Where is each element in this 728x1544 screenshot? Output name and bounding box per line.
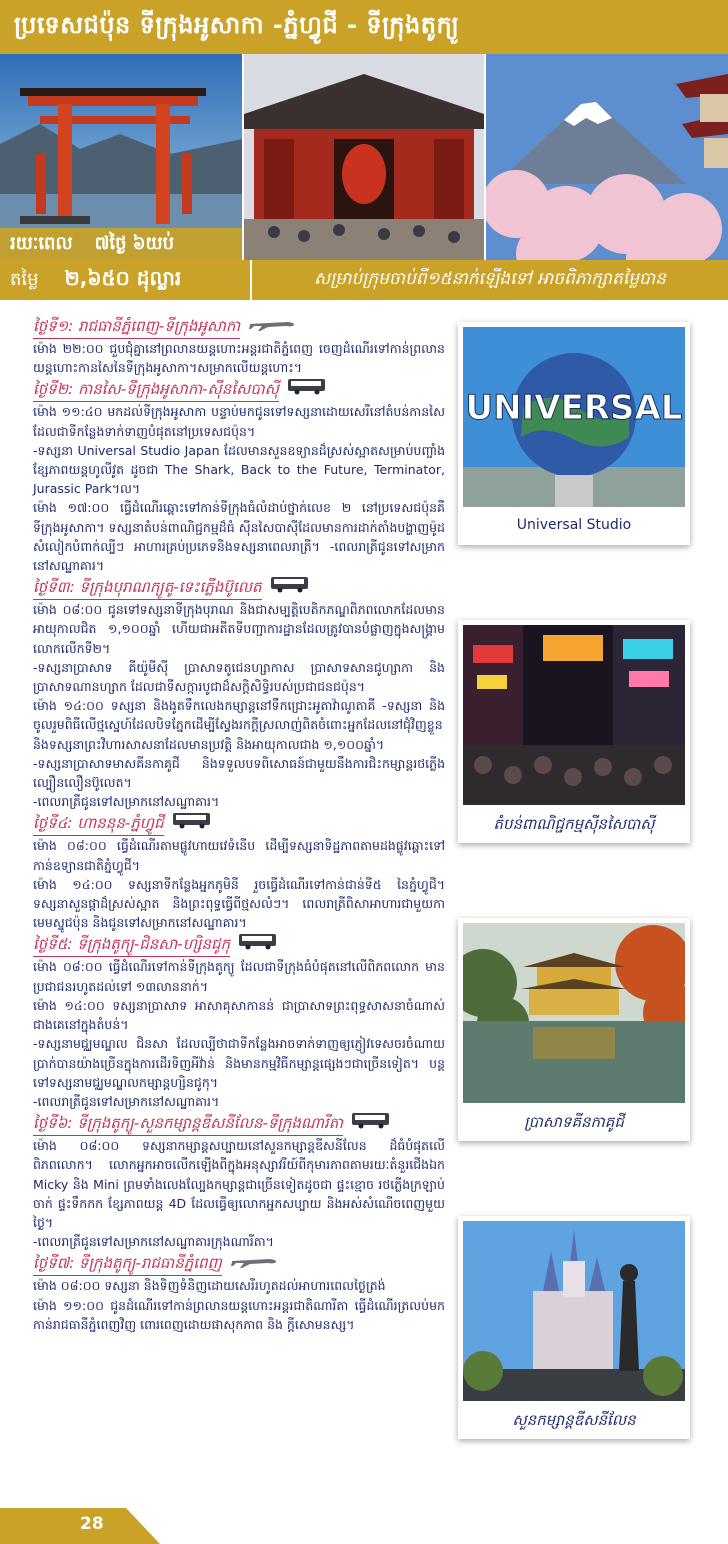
itinerary-line: ម៉ោង ១៤:០០ ទស្សនាទីកន្លែងអ្នកភូមិនី រួចធ្វើដំណើរទៅកាន់ជាន់ទី៥ នៃភ្នំហ្វូជី។ ទស្សនាសួនផ្កាដ៏ស្រស់ស្អាត និងព្រះពុទ្ធធ្វើពីថ្មសលំៗ។ ពេលរាត្រីពិសាអាហារជាមួយកាមេមស្នូជប៉ុន និងជូនទៅសម្រាកនៅសណ្ឋាគារ។ [33,876,445,931]
day-title: ថ្ងៃទី៧: ទីក្រុងតូក្យូ-រាជធានីភ្នំពេញ [33,1251,222,1276]
page-title-bar [0,0,728,54]
itinerary-line: -ទស្សនា Universal Studio Japan ដែលមានសួនឧទ្យានដ៏ស្រស់ស្អាតសម្រាប់បញ្ចាំងខ្សែភាពយន្តហូលីវូត ដូចជា The Shark, Back to the Future, Terminator, Jurassic Park។ល។ [33,442,445,497]
itinerary-line: -ទស្សនាប្រាសាទ គីយ៉ូមីស៊ី ប្រាសាទតូជេនហ្សាកាស ប្រាសាទសានជូហ្សាកា និងប្រាសាទណានហ្សាក ដែលជាទីសក្ការបូជាដ៏សក្តិសិទ្ធិរបស់ប្រជាជនជប៉ុន។ [33,659,445,695]
photo-caption-disneyland: សួនកម្សាន្តឌីសនីលែន [512,1411,636,1429]
day-title: ថ្ងៃទី១: រាជធានីភ្នំពេញ-ទីក្រុងអូសាកា [33,314,240,339]
photo-card-universal-studio [458,322,690,545]
plane-icon [248,315,296,339]
itinerary-line: -ពេលរាត្រីជូនទៅសម្រាកនៅសណ្ឋាគារ។ [33,794,220,810]
itinerary-line: -ទស្សនាប្រាសាទមាសគីនកាគូជី និងទទួលបទពិសោធន៍ជាមួយនឹងការជិះកម្សាន្តរថភ្លើងល្បឿនលឿនប៊ូលេត។ [33,755,445,791]
group-note: សម្រាប់ក្រុមចាប់ពី១៥នាក់ឡើងទៅ អាចពិភាក្សាតម្លៃបាន [314,268,666,289]
photo-card-disneyland [458,1216,690,1439]
itinerary-line: ម៉ោង ០៨:០០ ធ្វើដំណើរទៅកាន់ទីក្រុងតូក្យូ ដែលជាទីក្រុងធំបំផុតនៅលើពិភពលោក មានប្រជាជនរហូតដល់ទៅ ១៣លាននាក់។ [33,959,445,994]
universal-studio-photo [463,327,685,507]
itinerary-line: -ទស្សនាមជ្ឈមណ្ឌល ជិនសា ដែលល្បីថាជាទីកន្លែងអាចទាក់ទាញឲ្យភ្ញៀវទេសចរចំណាយប្រាក់បានយ៉ាងច្រើនក្នុងការដើរទិញអីវ៉ាន់ និងមានកម្មវិធីកម្សាន្តផ្សេងៗជាច្រើនទៀត។ បន្តទៅទស្សនាមជ្ឈមណ្ឌលកម្សាន្តហ្សិនជូកុ។ [33,1036,445,1090]
itinerary-line: ម៉ោង ០៨:០០ ទស្សនា និងទិញទំនិញដោយសេរីរហូតដល់អាហារពេលថ្ងៃត្រង់ [33,1278,386,1294]
day-heading [33,314,445,339]
page-number-tab [0,1508,160,1544]
itinerary-line: ម៉ោង ០៨:០០ ធ្វើដំណើរតាមផ្លូវហាយវេទំនើប ដើម្បីទស្សនាទិដ្ឋភាពតាមដងផ្លូវឆ្ពោះទៅកាន់ឧទ្យានជាតិភ្នំហ្វូជី។ [33,838,445,873]
price-label: តម្លៃ [10,268,39,290]
day-title: ថ្ងៃទី៣: ទីក្រុងបុរាណក្យូតូ-ទេះភ្លើងប៊ូលេត [33,575,262,600]
page-title: ប្រទេសជប៉ុន ទីក្រុងអូសាកា -ភ្នំហ្វូជី - ទីក្រុងតូក្យូ [14,10,460,39]
itinerary-line: ម៉ោង ២២:០០ ជួបជុំគ្នានៅព្រលានយន្តហោះអន្តរជាតិភ្នំពេញ ចេញដំណើរទៅកាន់ព្រលានយន្តហោះកានសៃនៃទីក្រុងអូសាកា។សម្រាកលើយន្តហោះ។ [33,341,445,376]
bus-icon [270,575,310,600]
bus-icon [287,377,327,402]
itinerary-line: ម៉ោង ១១:៤០ មកដល់ទីក្រុងអូសាកា បន្ទាប់មកជូនទៅទស្សនាដោយសេរីនៅតំបន់កានសៃដែលជាទីកន្លែងទាក់ទាញបំផុតនៅប្រទេសជប៉ុន។ [33,404,445,439]
itinerary-line: ម៉ោង ១១:០០ ជូនដំណើរទៅកាន់ព្រលានយន្តហោះអន្តរជាតិណារីតា ធ្វើដំណើរត្រលប់មកកាន់រាជធានីភ្នំពេញវិញ ពោរពេញដោយផាសុកភាព និង ក្ដីសោមនស្ស។ [33,1297,445,1332]
itinerary-line: -ពេលរាត្រីជូនទៅសម្រាកនៅសណ្ឋាគារ។ [33,1093,220,1109]
day-heading [33,575,445,600]
bus-icon [238,932,278,957]
universal-globe-text: UNIVERSAL [465,388,683,428]
day-title: ថ្ងៃទី៥: ទីក្រុងតូក្យូ-ជិនសា-ហ្សិនជូកុ [33,932,230,957]
photo-card-kinkakuji [458,918,690,1141]
header-photo-fuji [486,54,728,260]
photo-caption-shinsaibashi: តំបន់ពាណិជ្ជកម្មស៊ីនសៃបាស៊ី [493,815,655,833]
day-title: ថ្ងៃទី៤: ហាននុន-ភ្នំហ្វូជី [33,811,164,836]
day-title: ថ្ងៃទី៦: ទីក្រុងតូក្យូ-សួនកម្សាន្តឌីសនីលែន-ទីក្រុងណារីតា [33,1111,343,1136]
day-heading [33,1111,445,1136]
duration-value: ៧ថ្ងៃ ៦យប់ [94,232,175,254]
shinsaibashi-photo [463,625,685,805]
header-photo-temple-gate [244,54,484,260]
price-box [0,260,252,300]
itinerary [33,314,445,1334]
photo-card-shinsaibashi [458,620,690,843]
itinerary-line: ម៉ោង ១៧:០០ ធ្វើដំណើរឆ្ពោះទៅកាន់ទីក្រុងធំលំដាប់ថ្នាក់លេខ ២ នៅប្រទេសជប៉ុនគឺទីក្រុងអូសាកា។ ទស្សនាតំបន់ពាណិជ្ជកម្មដ៏ធំ ស៊ីនសៃបាស៊ីដែលមានការដាក់តាំងបង្ហាញម៉ូដសំលៀកបំពាក់ល្បីៗ អាហារគ្រប់ប្រភេទនិងទស្សនាពេលរាត្រី។ -ពេលរាត្រីជូនទៅសម្រាកនៅសណ្ឋាគារ។ [33,500,445,574]
price-bar [0,260,728,300]
day-heading [33,1251,445,1276]
bus-icon [172,811,212,836]
duration-box [0,228,242,260]
duration-label: រយៈពេល [10,232,73,254]
day-title: ថ្ងៃទី២: កានសៃ-ទីក្រុងអូសាកា-ស៊ីនសៃបាស៊ី [33,377,279,402]
day-heading [33,377,445,402]
kinkakuji-photo [463,923,685,1103]
photo-caption-kinkakuji: ប្រាសាទគីនកាគូជី [524,1113,624,1131]
itinerary-line: ម៉ោង ១៤:០០ ទស្សនាប្រាសាទ អាសាគុសាកានន់ ជាប្រាសាទព្រះពុទ្ធសាសនាចំណាស់ជាងគេនៅក្នុងតំបន់។ [33,997,445,1033]
disneyland-photo [463,1221,685,1401]
itinerary-line: ម៉ោង ១៤:០០ ទស្សនា និងងូតទឹកលេងកម្សាន្តនៅទឹកជ្រោះអូតាវ៉ាណូតាគី -ទស្សនា និងចូលរួមពិធីលើថ្មស្នេហ៍ដែលបិទភ្នែកដើម្បីស្វែងរកក្ដីស្រលាញ់ពិតចំពោះអ្នកដែលនៅជុំវិញខ្លួន និងទស្សនាព្រះវិហារសាសនាដែលមានប្រវត្តិ និងអាយុកាលជាង ១,១០០ឆ្នាំ។ [33,698,445,752]
day-heading [33,811,445,836]
itinerary-line: ម៉ោង ០៨:០០ ជូនទៅទស្សនាទីក្រុងបុរាណ និងជាសម្បត្តិបេតិកភណ្ឌពិភពលោកដែលមានអាយុកាលជិត ១,១០០ឆ្នាំ ហើយជាអតីតទីបញ្ជាការដ្ឋានដែលត្រូវបានបំផ្លាញក្នុងសង្គ្រាមលោកលើកទី២។ [33,602,445,656]
plane-icon [230,1252,278,1276]
itinerary-line: -ពេលរាត្រីជូនទៅសម្រាកនៅសណ្ឋាគារក្រុងណារីតា។ [33,1234,274,1250]
price-value: ២,៦៥០ ដុល្លារ [64,266,182,290]
day-heading [33,932,445,957]
itinerary-line: ម៉ោង ០៨:០០ ទស្សនាកម្សាន្តសប្បាយនៅសួនកម្សាន្តឌីសនីលែន ដ៏ធំបំផុតលើពិភពលោក។ លោកអ្នកអាចលើកឡើងពីក្នុងអនុស្សាវរីយ៍ពីកុមារភាពតាមរយៈតំនួរជើងឯក Micky និង Mini ព្រមទាំងលេងល្បែងកម្សាន្តជាច្រើនទៀតដូចជា ផ្ទះខ្មោច រថភ្លើងក្រឡាប់ចាក់ ផ្ទះទឹកកក ខ្សែភាពយន្ត 4D ដែលធ្វើឲ្យលោកអ្នកសប្បាយ និងអស់សំណើចពេញមួយថ្ងៃ។ [33,1138,445,1230]
photo-caption-universal-studio: Universal Studio [516,517,632,533]
bus-icon [351,1111,391,1136]
page-number: 28 [80,1514,104,1534]
